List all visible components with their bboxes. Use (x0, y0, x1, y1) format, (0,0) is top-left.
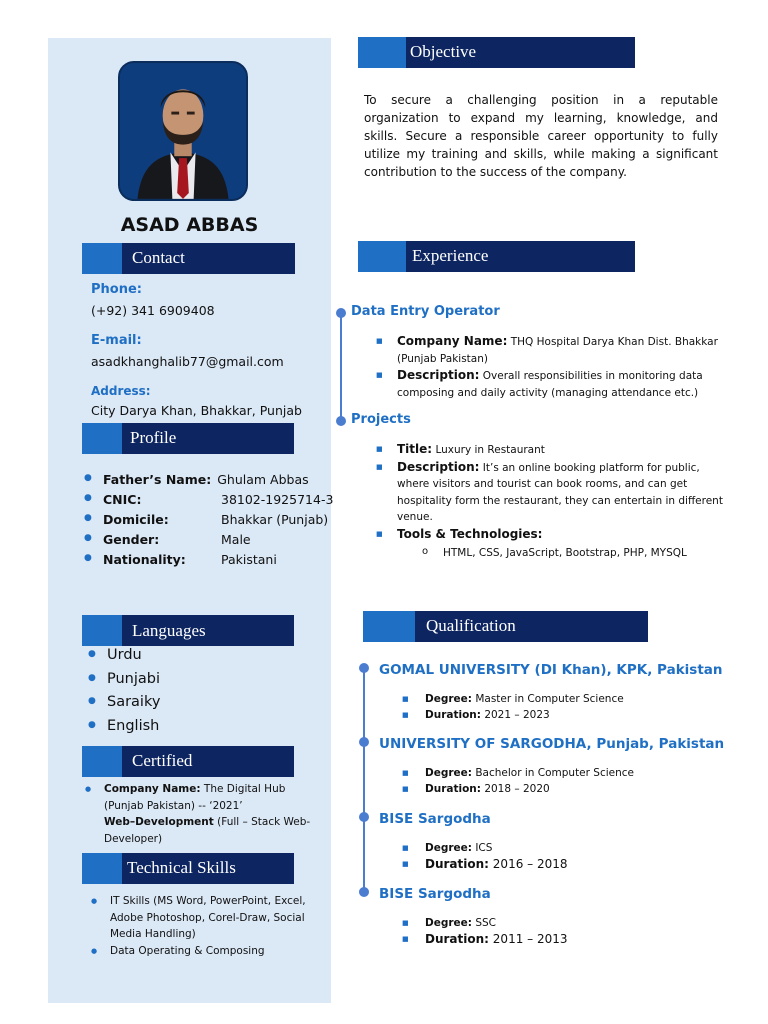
experience-header (358, 241, 635, 272)
qualification-institution: BISE Sargodha (379, 886, 491, 902)
job-title: Data Entry Operator (351, 304, 500, 319)
contact-header-title: Contact (132, 248, 185, 267)
certified-header (82, 746, 294, 777)
timeline-dot (359, 663, 369, 673)
language-item: ● Urdu (88, 647, 160, 671)
candidate-name: ASAD ABBAS (120, 214, 259, 236)
language-item: ● Saraiky (88, 694, 160, 718)
skill-item: ● Data Operating & Composing (88, 943, 320, 960)
job-details-list (375, 333, 733, 401)
profile-header (82, 423, 294, 454)
profile-item: ● Nationality: Pakistani (84, 552, 334, 572)
skill-item: ● IT Skills (MS Word, PowerPoint, Excel, Adobe Photoshop, Corel-Draw, Social Media Handling) (88, 893, 320, 943)
experience-header-title: Experience (412, 246, 489, 265)
phone-label: Phone: (91, 282, 142, 297)
address-label: Address: (91, 384, 151, 398)
project-detail-item: ■ Description: It’s an online booking platform for public, where visitors and tourist can book rooms, and can get hospitality form the restaurant, they can entertain in different venue. (375, 459, 733, 526)
project-details-list (375, 441, 733, 562)
qualification-institution: UNIVERSITY OF SARGODHA, Punjab, Pakistan (379, 736, 725, 752)
timeline-dot (359, 887, 369, 897)
timeline-dot (359, 737, 369, 747)
profile-list (84, 472, 334, 572)
qualification-details: ■ Degree: ICS ■ Duration: 2016 – 2018 (402, 840, 568, 872)
projects-title: Projects (351, 412, 411, 427)
certified-header-title: Certified (132, 751, 193, 770)
timeline-dot (336, 308, 346, 318)
qualification-details: ■ Degree: SSC ■ Duration: 2011 – 2013 (402, 915, 568, 947)
qualification-header-title: Qualification (426, 616, 516, 635)
timeline-dot (336, 416, 346, 426)
profile-photo (118, 61, 248, 201)
languages-header-title: Languages (132, 621, 206, 640)
qualification-institution: GOMAL UNIVERSITY (DI Khan), KPK, Pakistan (379, 662, 723, 678)
qualification-institution: BISE Sargodha (379, 811, 491, 827)
technical-skills-list (88, 893, 320, 959)
qualification-details: ■ Degree: Master in Computer Science ■ Duration: 2021 – 2023 (402, 691, 624, 723)
email-value: asadkhanghalib77@gmail.com (91, 354, 284, 369)
tools-item: o HTML, CSS, JavaScript, Bootstrap, PHP, MYSQL (421, 545, 733, 562)
phone-value: (+92) 341 6909408 (91, 303, 215, 318)
tools-sublist (397, 545, 733, 562)
languages-list (88, 647, 160, 741)
languages-header (82, 615, 294, 646)
language-item: ● English (88, 718, 160, 742)
project-detail-item: ■ Title: Luxury in Restaurant (375, 441, 733, 459)
timeline-dot (359, 812, 369, 822)
objective-header (358, 37, 635, 68)
email-label: E-mail: (91, 333, 142, 348)
profile-item: ● Father’s Name: Ghulam Abbas (84, 472, 334, 492)
contact-header (82, 243, 295, 274)
technical-skills-header (82, 853, 294, 884)
address-value: City Darya Khan, Bhakkar, Punjab (91, 403, 302, 418)
profile-item: ● Gender: Male (84, 532, 334, 552)
profile-item: ● Domicile: Bhakkar (Punjab) (84, 512, 334, 532)
experience-timeline-line (340, 313, 342, 421)
profile-header-title: Profile (130, 428, 177, 447)
qualification-header (363, 611, 648, 642)
job-detail-item: ■ Description: Overall responsibilities in monitoring data composing and daily activity (managing attendance etc.) (375, 367, 733, 401)
certified-list (82, 781, 318, 847)
project-detail-item: ■ Tools & Technologies: o HTML, CSS, JavaScript, Bootstrap, PHP, MYSQL (375, 526, 733, 562)
qualification-timeline-line (363, 668, 365, 892)
job-detail-item: ■ Company Name: THQ Hospital Darya Khan Dist. Bhakkar (Punjab Pakistan) (375, 333, 733, 367)
objective-text: To secure a challenging position in a reputable organization to expand my learning, knowledge, and skills. Secure a responsible career opportunity to fully utilize my training and skills, while making a significant contribution to the success of the company. (364, 93, 718, 179)
objective-header-title: Objective (410, 42, 477, 61)
portrait-image (120, 63, 246, 199)
qualification-details: ■ Degree: Bachelor in Computer Science ■ Duration: 2018 – 2020 (402, 765, 634, 797)
profile-item: ● CNIC: 38102-1925714-3 (84, 492, 334, 512)
certified-item: ● Company Name: The Digital Hub (Punjab Pakistan) -- ‘2021’ Web–Development (Full – Stack Web-Developer) (82, 781, 318, 847)
language-item: ● Punjabi (88, 671, 160, 695)
technical-skills-header-title: Technical Skills (127, 858, 236, 877)
